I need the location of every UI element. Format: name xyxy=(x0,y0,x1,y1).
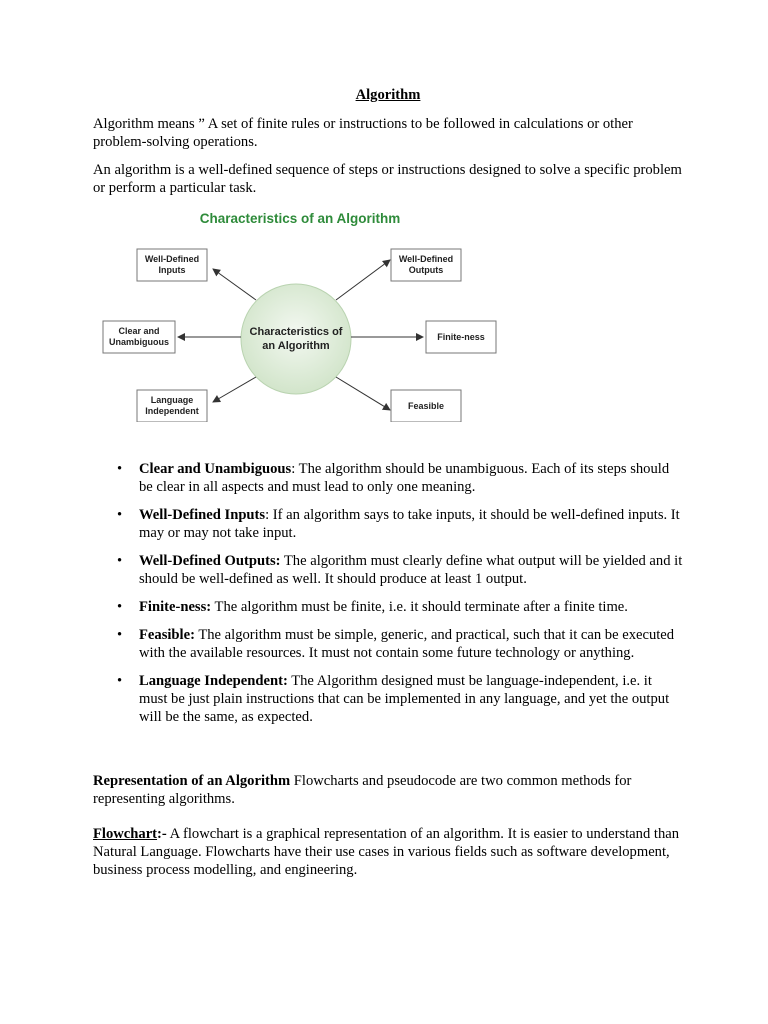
flowchart-label: Flowchart xyxy=(93,826,158,842)
list-item xyxy=(139,626,683,662)
representation-text: Flowcharts and pseudocode are two common methods for representing algorithms. xyxy=(93,773,632,807)
characteristics-list xyxy=(93,460,683,726)
intro-paragraph-1: Algorithm means ” A set of finite rules or instructions to be followed in calculations or other problem-solving operations. xyxy=(93,116,633,150)
flowchart-paragraph xyxy=(93,825,683,879)
center-label-line2: an Algorithm xyxy=(262,340,330,352)
node-outputs-line1: Well-Defined xyxy=(398,254,454,264)
list-item-term: Finite-ness: xyxy=(139,599,212,615)
flowchart-text: A flowchart is a graphical representation of an algorithm. It is easier to understand than Natural Language. Flowcharts have their use cases in various fields such as software development, business process modelling, and engineering. xyxy=(93,826,680,878)
list-item-term: Well-Defined Inputs xyxy=(139,507,266,523)
node-finite: Finite-ness xyxy=(437,332,485,342)
node-inputs-line1: Well-Defined xyxy=(144,254,200,264)
list-item xyxy=(139,672,683,726)
intro-paragraph-2: An algorithm is a well-defined sequence of steps or instructions designed to solve a specific problem or perform a particular task. xyxy=(93,162,682,196)
list-item-term: Clear and Unambiguous xyxy=(139,461,292,477)
node-outputs-line2: Outputs xyxy=(408,265,444,275)
list-item xyxy=(139,460,683,496)
list-item xyxy=(139,506,683,542)
list-item-text: The algorithm must be finite, i.e. it should terminate after a finite time. xyxy=(214,599,628,615)
arrow-language xyxy=(213,377,256,402)
list-item-text: The Algorithm designed must be language-independent, i.e. it must be just plain instructions that can be implemented in any language, and yet the output will be the same, as expected. xyxy=(139,673,670,725)
center-label-line1: Characteristics of xyxy=(249,326,343,338)
diagram-title: Characteristics of an Algorithm xyxy=(199,211,401,226)
node-inputs-line2: Inputs xyxy=(158,265,186,275)
arrow-inputs xyxy=(213,269,256,300)
flowchart-sep: :- xyxy=(157,826,167,842)
list-item-text: The algorithm should be unambiguous. Each of its steps should be clear in all aspects and must lead to only one meaning. xyxy=(139,461,670,495)
center-circle xyxy=(241,284,351,394)
arrow-feasible xyxy=(336,377,390,410)
list-item-text: If an algorithm says to take inputs, it should be well-defined inputs. It may or may not take input. xyxy=(139,507,680,541)
list-item-term: Well-Defined Outputs: xyxy=(139,553,281,569)
node-language-line1: Language xyxy=(150,395,194,405)
list-item-text: The algorithm must clearly define what output will be yielded and it should be well-defined as well. It should produce at least 1 output. xyxy=(139,553,683,587)
representation-paragraph xyxy=(93,772,683,808)
arrow-outputs xyxy=(336,260,390,300)
characteristics-diagram xyxy=(98,207,508,422)
node-feasible: Feasible xyxy=(407,401,445,411)
list-item xyxy=(139,598,683,616)
node-language-line2: Independent xyxy=(145,406,199,416)
list-item xyxy=(139,552,683,588)
list-item-term: Feasible: xyxy=(139,627,195,643)
node-clear-line1: Clear and xyxy=(118,326,160,336)
document-page xyxy=(93,86,683,889)
list-item-sep: : xyxy=(291,461,299,477)
list-item-term: Language Independent: xyxy=(139,673,288,689)
list-item-sep: : xyxy=(265,507,273,523)
document-title: Algorithm xyxy=(355,87,421,103)
node-clear-line2: Unambiguous xyxy=(109,337,169,347)
list-item-text: The algorithm must be simple, generic, and practical, such that it can be executed with the available resources. It must not contain some future technology or anything. xyxy=(139,627,675,661)
representation-heading: Representation of an Algorithm xyxy=(93,773,291,789)
